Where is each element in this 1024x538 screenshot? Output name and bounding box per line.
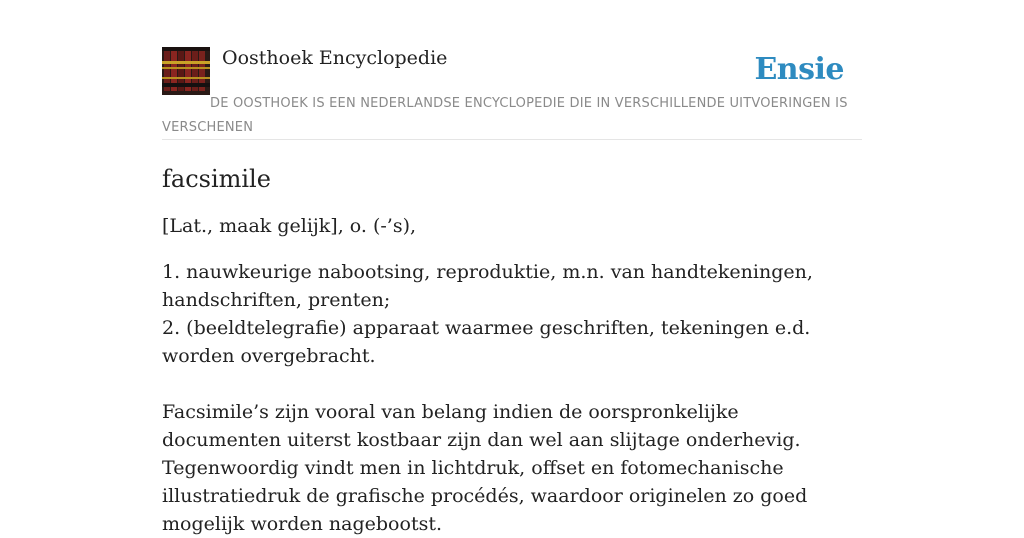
avatar-image <box>162 47 210 95</box>
entry-headword: facsimile <box>162 165 271 193</box>
entry-content <box>162 162 862 538</box>
entry-grammar: [Lat., maak gelijk], o. (-’s), <box>162 215 417 237</box>
site-name-link[interactable]: Oosthoek Encyclopedie <box>222 47 448 69</box>
definition-2: 2. (beeldtelegrafie) apparaat waarmee geschriften, tekeningen e.d. worden overgebracht. <box>162 317 811 367</box>
site-tagline: DE OOSTHOEK IS EEN NEDERLANDSE ENCYCLOPEDIE DIE IN VERSCHILLENDE UITVOERINGEN IS VERSCHENEN <box>162 96 848 135</box>
entry-definitions <box>162 258 862 370</box>
ensie-logo-link[interactable]: Ensie <box>754 52 844 87</box>
site-header <box>162 46 862 140</box>
encyclopedia-books-icon[interactable] <box>162 47 210 95</box>
entry-note: Facsimile’s zijn vooral van belang indien de oorspronkelijke documenten uiterst kostbaar zijn dan wel aan slijtage onderhevig. Tegenwoordig vindt men in lichtdruk, offset en fotomechanische illustratiedruk de grafische procédés, waardoor originelen zo goed mogelijk worden nagebootst. <box>162 401 808 535</box>
definition-1: 1. nauwkeurige nabootsing, reproduktie, m.n. van handtekeningen, handschriften, prenten; <box>162 261 813 311</box>
